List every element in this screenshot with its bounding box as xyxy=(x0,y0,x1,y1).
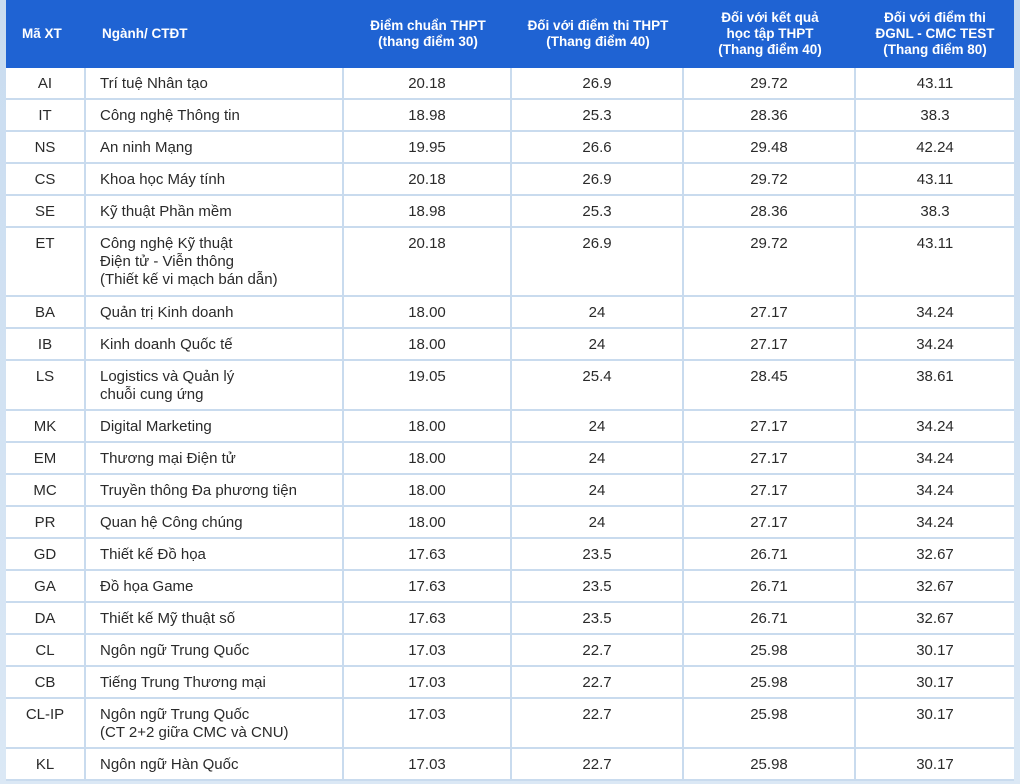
cell-code: IB xyxy=(6,329,86,361)
cell-code: CB xyxy=(6,667,86,699)
table-row xyxy=(6,749,1014,781)
cell-dgnl-80: 38.3 xyxy=(856,196,1014,228)
cell-dgnl-80: 30.17 xyxy=(856,749,1014,781)
cell-hoc-ba-40: 25.98 xyxy=(684,699,856,749)
table-row xyxy=(6,361,1014,411)
cell-code: BA xyxy=(6,297,86,329)
cell-code: LS xyxy=(6,361,86,411)
cell-dgnl-80: 43.11 xyxy=(856,164,1014,196)
cell-thpt-40: 23.5 xyxy=(512,539,684,571)
cell-dgnl-80: 32.67 xyxy=(856,571,1014,603)
table-row xyxy=(6,68,1014,100)
cell-major: An ninh Mạng xyxy=(86,132,344,164)
cell-major: Thiết kế Đồ họa xyxy=(86,539,344,571)
cell-major: Quan hệ Công chúng xyxy=(86,507,344,539)
cell-hoc-ba-40: 29.48 xyxy=(684,132,856,164)
cell-hoc-ba-40: 26.71 xyxy=(684,539,856,571)
cell-thpt-40: 26.9 xyxy=(512,68,684,100)
cell-dgnl-80: 30.17 xyxy=(856,667,1014,699)
cell-thpt-40: 25.3 xyxy=(512,100,684,132)
cell-dgnl-80: 34.24 xyxy=(856,411,1014,443)
cell-code: EM xyxy=(6,443,86,475)
cell-dgnl-80: 34.24 xyxy=(856,475,1014,507)
cell-dgnl-80: 32.67 xyxy=(856,539,1014,571)
cell-dgnl-80: 38.61 xyxy=(856,361,1014,411)
cell-thpt-40: 24 xyxy=(512,297,684,329)
cell-code: CS xyxy=(6,164,86,196)
cell-thpt-30: 17.03 xyxy=(344,667,512,699)
cell-hoc-ba-40: 28.45 xyxy=(684,361,856,411)
table-row xyxy=(6,667,1014,699)
table-row xyxy=(6,329,1014,361)
cell-hoc-ba-40: 25.98 xyxy=(684,667,856,699)
cell-major: Khoa học Máy tính xyxy=(86,164,344,196)
table-row xyxy=(6,475,1014,507)
cell-thpt-40: 24 xyxy=(512,443,684,475)
cell-thpt-30: 17.03 xyxy=(344,635,512,667)
cell-major: Công nghệ Kỹ thuật Điện tử - Viễn thông (Thiết kế vi mạch bán dẫn) xyxy=(86,228,344,297)
cell-major: Logistics và Quản lý chuỗi cung ứng xyxy=(86,361,344,411)
table-header xyxy=(6,0,1014,68)
cell-thpt-40: 24 xyxy=(512,475,684,507)
cell-code: GA xyxy=(6,571,86,603)
cell-dgnl-80: 34.24 xyxy=(856,443,1014,475)
cell-thpt-30: 18.00 xyxy=(344,329,512,361)
table-row xyxy=(6,164,1014,196)
header-code: Mã XT xyxy=(6,0,86,68)
table-row xyxy=(6,196,1014,228)
header-thpt-40: Đối với điểm thi THPT (Thang điểm 40) xyxy=(512,0,684,68)
cell-dgnl-80: 43.11 xyxy=(856,68,1014,100)
cell-thpt-30: 19.05 xyxy=(344,361,512,411)
cell-hoc-ba-40: 26.71 xyxy=(684,571,856,603)
table-row xyxy=(6,228,1014,297)
cell-major: Thiết kế Mỹ thuật số xyxy=(86,603,344,635)
cell-major: Ngôn ngữ Trung Quốc (CT 2+2 giữa CMC và CNU) xyxy=(86,699,344,749)
cell-hoc-ba-40: 28.36 xyxy=(684,100,856,132)
table-row xyxy=(6,297,1014,329)
cell-major: Đồ họa Game xyxy=(86,571,344,603)
cell-major: Truyền thông Đa phương tiện xyxy=(86,475,344,507)
cell-hoc-ba-40: 27.17 xyxy=(684,329,856,361)
cell-thpt-40: 23.5 xyxy=(512,571,684,603)
table-row xyxy=(6,443,1014,475)
cell-major: Công nghệ Thông tin xyxy=(86,100,344,132)
cell-thpt-40: 24 xyxy=(512,329,684,361)
cell-hoc-ba-40: 29.72 xyxy=(684,68,856,100)
table-row xyxy=(6,635,1014,667)
cell-thpt-40: 22.7 xyxy=(512,635,684,667)
cell-thpt-30: 19.95 xyxy=(344,132,512,164)
cell-code: NS xyxy=(6,132,86,164)
cell-major: Ngôn ngữ Hàn Quốc xyxy=(86,749,344,781)
cell-thpt-40: 26.9 xyxy=(512,228,684,297)
cell-thpt-30: 18.98 xyxy=(344,196,512,228)
cell-hoc-ba-40: 26.71 xyxy=(684,603,856,635)
cell-code: AI xyxy=(6,68,86,100)
cell-hoc-ba-40: 29.72 xyxy=(684,228,856,297)
cell-code: KL xyxy=(6,749,86,781)
table-row xyxy=(6,100,1014,132)
cell-thpt-30: 18.00 xyxy=(344,297,512,329)
cell-hoc-ba-40: 27.17 xyxy=(684,411,856,443)
cell-code: PR xyxy=(6,507,86,539)
table-row xyxy=(6,699,1014,749)
cell-code: MK xyxy=(6,411,86,443)
cell-major: Digital Marketing xyxy=(86,411,344,443)
cell-thpt-30: 18.00 xyxy=(344,443,512,475)
cell-thpt-30: 17.63 xyxy=(344,603,512,635)
header-thpt-30: Điểm chuẩn THPT (thang điểm 30) xyxy=(344,0,512,68)
cell-thpt-40: 24 xyxy=(512,411,684,443)
cell-thpt-40: 26.9 xyxy=(512,164,684,196)
cell-hoc-ba-40: 29.72 xyxy=(684,164,856,196)
cell-thpt-40: 22.7 xyxy=(512,667,684,699)
cell-hoc-ba-40: 27.17 xyxy=(684,475,856,507)
table-row xyxy=(6,539,1014,571)
admission-scores-table xyxy=(6,0,1014,781)
cell-thpt-30: 20.18 xyxy=(344,228,512,297)
cell-thpt-40: 22.7 xyxy=(512,699,684,749)
cell-code: DA xyxy=(6,603,86,635)
table-body xyxy=(6,68,1014,781)
cell-thpt-30: 17.63 xyxy=(344,571,512,603)
cell-thpt-40: 24 xyxy=(512,507,684,539)
cell-major: Ngôn ngữ Trung Quốc xyxy=(86,635,344,667)
cell-dgnl-80: 43.11 xyxy=(856,228,1014,297)
cell-major: Tiếng Trung Thương mại xyxy=(86,667,344,699)
cell-thpt-30: 20.18 xyxy=(344,68,512,100)
table-row xyxy=(6,132,1014,164)
cell-code: MC xyxy=(6,475,86,507)
cell-dgnl-80: 34.24 xyxy=(856,329,1014,361)
cell-thpt-30: 18.98 xyxy=(344,100,512,132)
cell-thpt-30: 17.03 xyxy=(344,749,512,781)
cell-thpt-30: 20.18 xyxy=(344,164,512,196)
cell-major: Quản trị Kinh doanh xyxy=(86,297,344,329)
header-dgnl-80: Đối với điểm thi ĐGNL - CMC TEST (Thang điểm 80) xyxy=(856,0,1014,68)
cell-major: Kinh doanh Quốc tế xyxy=(86,329,344,361)
cell-thpt-30: 18.00 xyxy=(344,507,512,539)
header-hoc-ba-40: Đối với kết quả học tập THPT (Thang điểm 40) xyxy=(684,0,856,68)
cell-hoc-ba-40: 27.17 xyxy=(684,507,856,539)
cell-hoc-ba-40: 25.98 xyxy=(684,635,856,667)
cell-code: IT xyxy=(6,100,86,132)
cell-code: CL-IP xyxy=(6,699,86,749)
table-row xyxy=(6,571,1014,603)
cell-hoc-ba-40: 27.17 xyxy=(684,297,856,329)
table-row xyxy=(6,411,1014,443)
cell-code: GD xyxy=(6,539,86,571)
cell-dgnl-80: 32.67 xyxy=(856,603,1014,635)
cell-hoc-ba-40: 28.36 xyxy=(684,196,856,228)
cell-dgnl-80: 30.17 xyxy=(856,635,1014,667)
cell-hoc-ba-40: 25.98 xyxy=(684,749,856,781)
table-row xyxy=(6,507,1014,539)
cell-thpt-40: 25.3 xyxy=(512,196,684,228)
cell-thpt-30: 17.63 xyxy=(344,539,512,571)
cell-code: ET xyxy=(6,228,86,297)
cell-thpt-30: 18.00 xyxy=(344,411,512,443)
cell-code: CL xyxy=(6,635,86,667)
cell-dgnl-80: 42.24 xyxy=(856,132,1014,164)
cell-thpt-40: 25.4 xyxy=(512,361,684,411)
cell-code: SE xyxy=(6,196,86,228)
cell-major: Trí tuệ Nhân tạo xyxy=(86,68,344,100)
cell-hoc-ba-40: 27.17 xyxy=(684,443,856,475)
cell-thpt-40: 22.7 xyxy=(512,749,684,781)
table-row xyxy=(6,603,1014,635)
cell-thpt-30: 18.00 xyxy=(344,475,512,507)
cell-thpt-40: 23.5 xyxy=(512,603,684,635)
header-major: Ngành/ CTĐT xyxy=(86,0,344,68)
cell-major: Thương mại Điện tử xyxy=(86,443,344,475)
cell-thpt-40: 26.6 xyxy=(512,132,684,164)
cell-major: Kỹ thuật Phần mềm xyxy=(86,196,344,228)
cell-dgnl-80: 34.24 xyxy=(856,507,1014,539)
cell-dgnl-80: 38.3 xyxy=(856,100,1014,132)
cell-thpt-30: 17.03 xyxy=(344,699,512,749)
cell-dgnl-80: 30.17 xyxy=(856,699,1014,749)
cell-dgnl-80: 34.24 xyxy=(856,297,1014,329)
